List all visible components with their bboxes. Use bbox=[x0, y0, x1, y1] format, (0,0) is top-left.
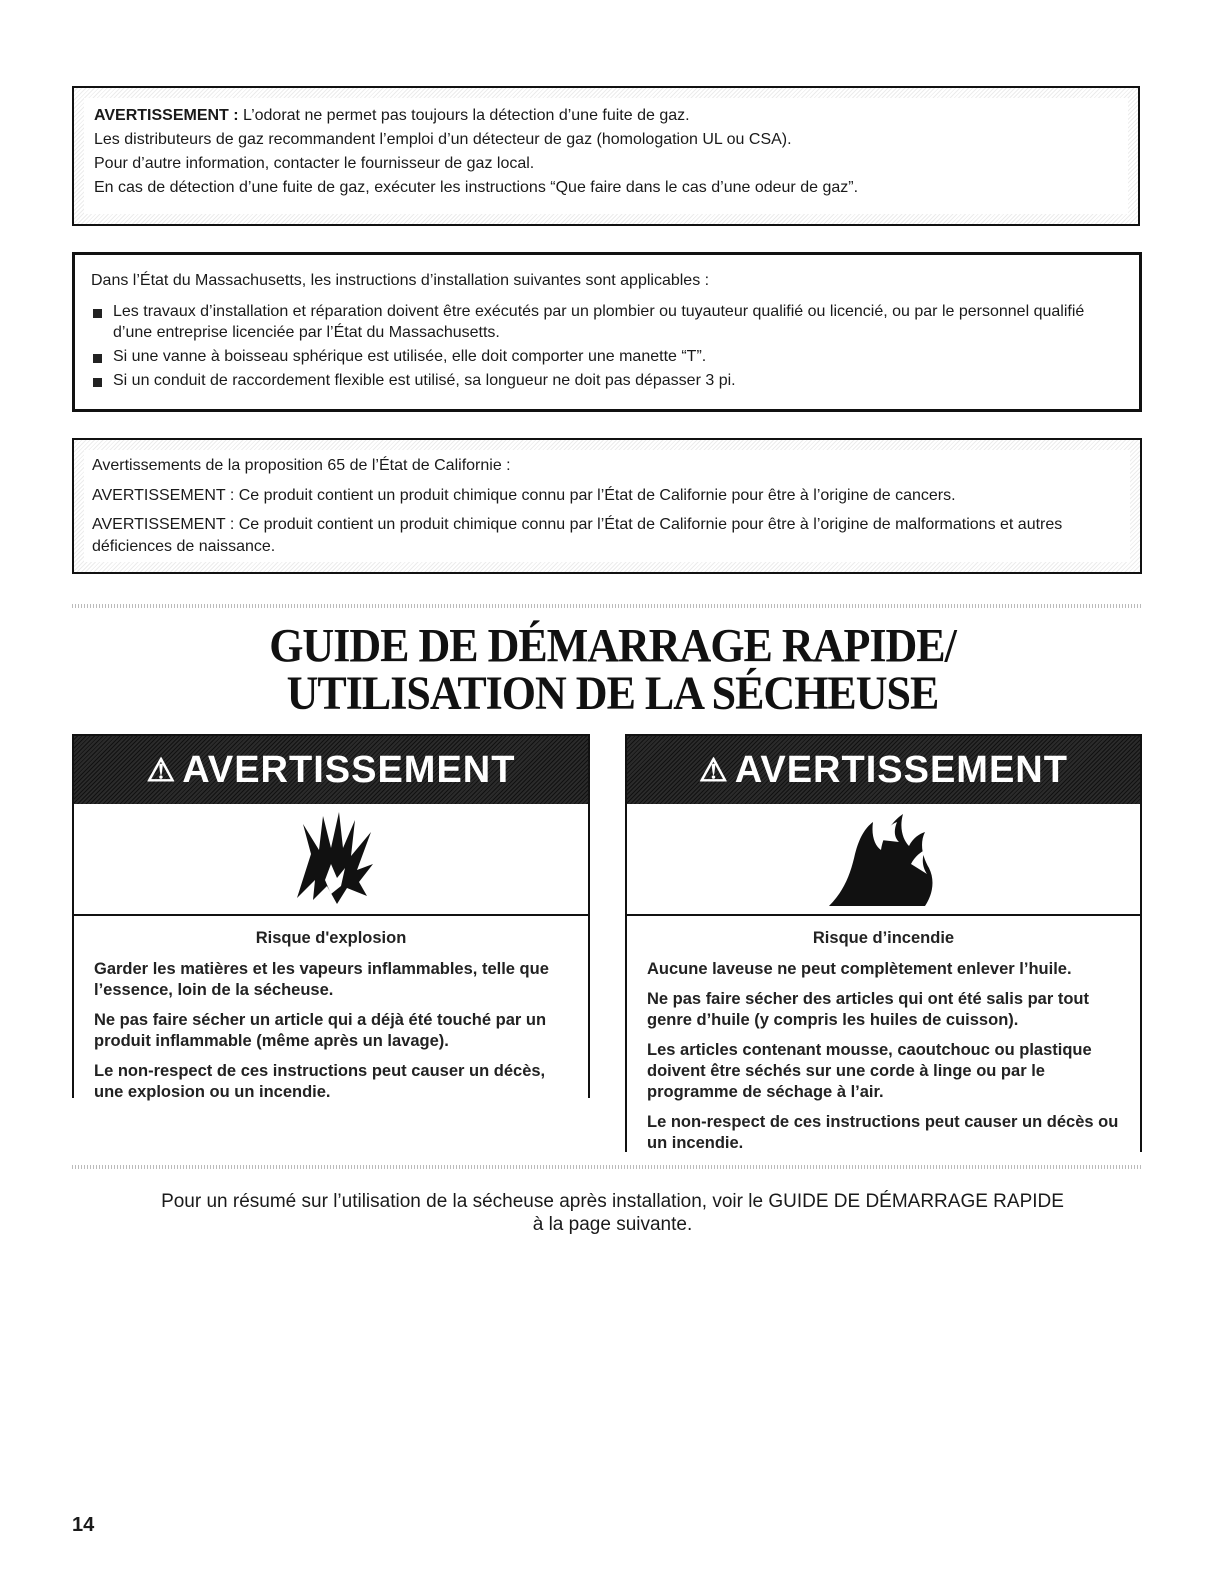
california-prop65-box bbox=[72, 438, 1142, 574]
fire-warning-body bbox=[627, 916, 1140, 1173]
california-line-2: AVERTISSEMENT : Ce produit contient un produit chimique connu par l’État de Californie pour être à l’origine de cancers. bbox=[92, 487, 956, 504]
page-title-line-1: GUIDE DE DÉMARRAGE RAPIDE/ bbox=[269, 619, 956, 673]
explosion-warning-text-1: Garder les matières et les vapeurs inflammables, telle que l’essence, loin de la sécheuse. bbox=[94, 960, 549, 999]
explosion-warning-panel bbox=[72, 734, 590, 1101]
california-content bbox=[84, 450, 1130, 562]
gas-warning-text: L’odorat ne permet pas toujours la détection d’une fuite de gaz. bbox=[238, 107, 690, 124]
massachusetts-box bbox=[72, 252, 1142, 412]
fire-warning-text-1: Aucune laveuse ne peut complètement enlever l’huile. bbox=[647, 960, 1072, 978]
explosion-icon bbox=[74, 804, 592, 916]
explosion-warning-text-3: Le non-respect de ces instructions peut causer un décès, une explosion ou un incendie. bbox=[94, 1062, 546, 1101]
hazard-title: Risque d'explosion bbox=[255, 929, 407, 947]
fire-picture bbox=[627, 804, 1140, 916]
fire-warning-text-4: Le non-respect de ces instructions peut causer un décès ou un incendie. bbox=[647, 1113, 1119, 1152]
hazard-title: Risque d’incendie bbox=[812, 929, 955, 947]
divider-rule bbox=[72, 1165, 1142, 1169]
warning-heading: AVERTISSEMENT bbox=[182, 749, 516, 791]
fire-icon bbox=[627, 804, 1144, 916]
gas-warning-box bbox=[72, 86, 1140, 226]
page-number: 14 bbox=[72, 1514, 95, 1536]
explosion-picture bbox=[74, 804, 588, 916]
page-title-line-2: UTILISATION DE LA SÉCHEUSE bbox=[286, 666, 939, 720]
gas-warning-line-4: En cas de détection d’une fuite de gaz, exécuter les instructions “Que faire dans le cas d’une odeur de gaz”. bbox=[94, 179, 859, 196]
gas-warning-content bbox=[84, 98, 1128, 214]
gas-warning-lead: AVERTISSEMENT : bbox=[94, 107, 239, 124]
massachusetts-bullet-3: Si un conduit de raccordement flexible est utilisé, sa longueur ne doit pas dépasser 3 pi. bbox=[91, 370, 1123, 392]
divider-rule bbox=[72, 604, 1142, 608]
warning-header bbox=[74, 736, 588, 804]
explosion-warning-body bbox=[74, 916, 588, 1122]
gas-warning-line-3: Pour d’autre information, contacter le fournisseur de gaz local. bbox=[94, 155, 535, 172]
massachusetts-bullet-1: Les travaux d’installation et réparation doivent être exécutés par un plombier ou tuyauteur qualifié ou licencié, ou par le personnel qualifié d’une entreprise licenciée par l’État du Massachusetts. bbox=[91, 301, 1123, 343]
massachusetts-content bbox=[77, 257, 1137, 407]
footer-note-line-2: à la page suivante. bbox=[532, 1214, 693, 1235]
warning-heading: AVERTISSEMENT bbox=[734, 749, 1068, 791]
footer-note-line-1: Pour un résumé sur l’utilisation de la sécheuse après installation, voir le GUIDE DE DÉMARRAGE RAPIDE bbox=[161, 1191, 1064, 1212]
california-line-1: Avertissements de la proposition 65 de l’État de Californie : bbox=[92, 457, 511, 474]
gas-warning-line-1 bbox=[94, 104, 1118, 128]
fire-warning-text-2: Ne pas faire sécher des articles qui ont été salis par tout genre d’huile (y compris les huiles de cuisson). bbox=[647, 990, 1089, 1029]
warning-header bbox=[627, 736, 1140, 804]
fire-warning-text-3: Les articles contenant mousse, caoutchouc ou plastique doivent être séchés sur une corde à linge ou par le programme de séchage à l’air. bbox=[647, 1041, 1092, 1101]
warning-triangle-icon: ⚠ bbox=[146, 752, 177, 788]
explosion-warning-text-2: Ne pas faire sécher un article qui a déjà été touché par un produit inflammable (même après un lavage). bbox=[94, 1011, 547, 1050]
fire-warning-panel bbox=[625, 734, 1142, 1152]
gas-warning-line-2: Les distributeurs de gaz recommandent l’emploi d’un détecteur de gaz (homologation UL ou CSA). bbox=[94, 131, 792, 148]
page-title bbox=[0, 619, 1225, 720]
massachusetts-bullet-2: Si une vanne à boisseau sphérique est utilisée, elle doit comporter une manette “T”. bbox=[91, 346, 1123, 368]
california-line-3: AVERTISSEMENT : Ce produit contient un produit chimique connu par l’État de Californie pour être à l’origine de malformations et autres déficiences de naissance. bbox=[92, 516, 1063, 555]
warning-triangle-icon: ⚠ bbox=[699, 752, 729, 788]
footer-note bbox=[0, 1190, 1225, 1236]
massachusetts-intro: Dans l’État du Massachusetts, les instructions d’installation suivantes sont applicables : bbox=[91, 272, 710, 289]
